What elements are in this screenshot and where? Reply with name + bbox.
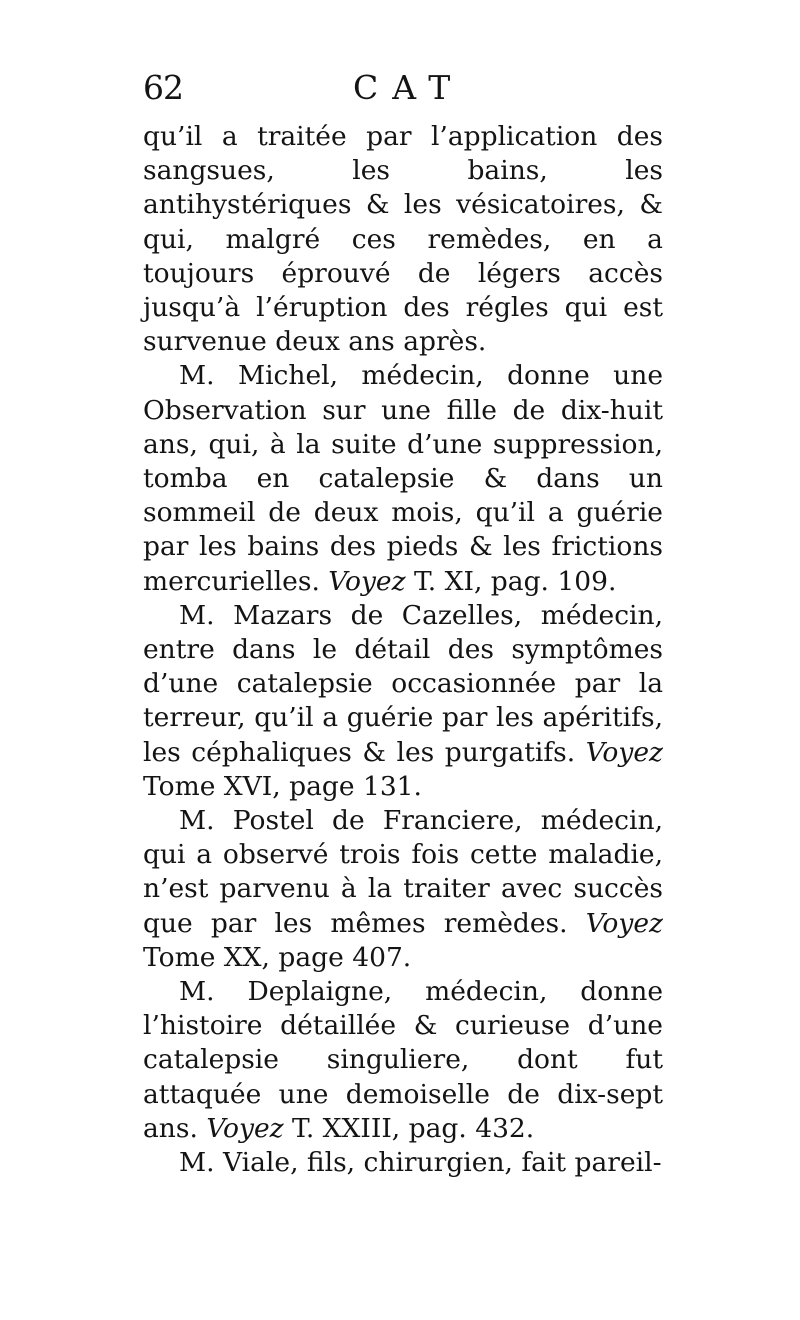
paragraph-text: M. Deplaigne, médecin, donne l’histoire détaillée & curieuse d’une catalepsie singuliere, dont fut attaquée une demoiselle de dix-sept ans. xyxy=(143,976,663,1144)
citation-text: T. XXIII, pag. 432. xyxy=(283,1112,535,1144)
paragraph-text: M. Michel, médecin, donne une Observation sur une fille de dix-huit ans, qui, à la suite d’une suppression, tomba en catalepsie & dans un sommeil de deux mois, qu’il a guérie par les bains des pieds & les frictions mercurielles. xyxy=(143,360,663,597)
paragraph-deplaigne xyxy=(143,975,663,1146)
voyez-reference: Voyez xyxy=(206,1112,284,1144)
citation-text: Tome XVI, page 131. xyxy=(143,770,422,802)
running-head: CAT xyxy=(353,68,465,107)
voyez-reference: Voyez xyxy=(585,907,663,939)
paragraph-postel xyxy=(143,804,663,975)
page-header xyxy=(143,68,663,118)
paragraph-michel xyxy=(143,359,663,598)
citation-text: T. XI, pag. 109. xyxy=(405,565,617,597)
paragraph-continuation: qu’il a traitée par l’application des sangsues, les bains, les antihystériques & les vésicatoires, & qui, malgré ces remèdes, en a toujours éprouvé de légers accès jusqu’à l’éruption des régles qui est survenue deux ans après. xyxy=(143,121,663,358)
paragraph-text: M. Postel de Franciere, médecin, qui a observé trois fois cette maladie, n’est parvenu à la traiter avec succès que par les mêmes remèdes. xyxy=(143,805,663,939)
paragraph-viale: M. Viale, fils, chirurgien, fait pareil- xyxy=(179,1147,662,1179)
page-number: 62 xyxy=(143,68,183,107)
citation-text: Tome XX, page 407. xyxy=(143,941,412,973)
body-text xyxy=(143,120,663,1180)
voyez-reference: Voyez xyxy=(585,736,663,768)
paragraph-mazars xyxy=(143,599,663,804)
paragraph-text: M. Mazars de Cazelles, médecin, entre dans le détail des symptômes d’une catalepsie occasionnée par la terreur, qu’il a guérie par les apéritifs, les céphaliques & les purgatifs. xyxy=(143,599,663,768)
voyez-reference: Voyez xyxy=(328,565,406,597)
